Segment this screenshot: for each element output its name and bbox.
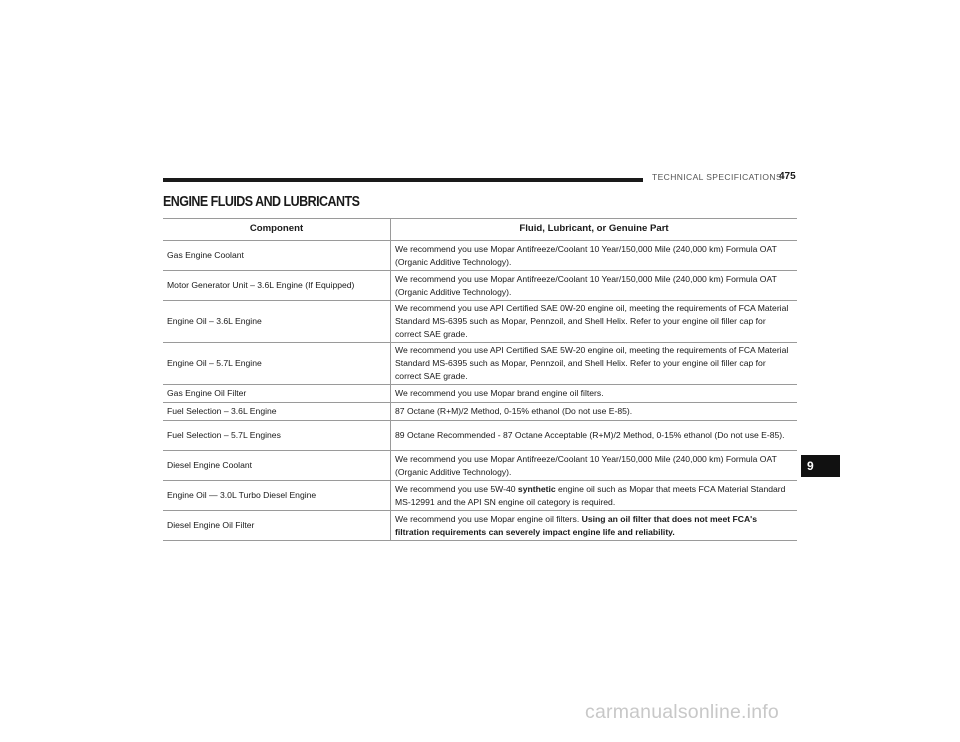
fluid-cell <box>391 511 798 541</box>
fluid-text: We recommend you use Mopar engine oil filters. <box>395 513 582 524</box>
running-header-section: TECHNICAL SPECIFICATIONS <box>652 172 783 182</box>
table-row <box>163 481 797 511</box>
fluid-cell: We recommend you use Mopar Antifreeze/Coolant 10 Year/150,000 Mile (240,000 km) Formula OAT (Organic Additive Technology). <box>391 451 798 481</box>
column-header-fluid: Fluid, Lubricant, or Genuine Part <box>391 219 798 241</box>
fluid-cell: We recommend you use API Certified SAE 0W-20 engine oil, meeting the requirements of FCA Material Standard MS-6395 such as Mopar, Pennzoil, and Shell Helix. Refer to your engine oil filler cap for correct SAE grade. <box>391 301 798 343</box>
fluid-cell: 89 Octane Recommended - 87 Octane Acceptable (R+M)/2 Method, 0-15% ethanol (Do not use E-85). <box>391 421 798 451</box>
section-title: ENGINE FLUIDS AND LUBRICANTS <box>163 194 360 210</box>
component-cell: Engine Oil – 3.6L Engine <box>163 301 391 343</box>
table-row <box>163 511 797 541</box>
fluid-cell: We recommend you use Mopar Antifreeze/Coolant 10 Year/150,000 Mile (240,000 km) Formula OAT (Organic Additive Technology). <box>391 241 798 271</box>
component-cell: Engine Oil – 5.7L Engine <box>163 343 391 385</box>
table-row <box>163 301 797 343</box>
table-row <box>163 451 797 481</box>
fluid-text: engine oil such as Mopar that meets FCA Material Standard MS-12991 and the API SN engine oil category is required. <box>395 483 786 507</box>
component-cell: Gas Engine Oil Filter <box>163 385 391 403</box>
table-row <box>163 271 797 301</box>
fluid-emphasis: synthetic <box>517 483 556 494</box>
table-row <box>163 343 797 385</box>
fluid-warning: Using an oil filter that does not meet FCA's filtration requirements can severely impact engine life and reliability. <box>395 513 757 537</box>
table-row <box>163 241 797 271</box>
fluid-cell: We recommend you use API Certified SAE 5W-20 engine oil, meeting the requirements of FCA Material Standard MS-6395 such as Mopar, Pennzoil, and Shell Helix. Refer to your engine oil filler cap for correct SAE grade. <box>391 343 798 385</box>
fluid-cell: We recommend you use Mopar Antifreeze/Coolant 10 Year/150,000 Mile (240,000 km) Formula OAT (Organic Additive Technology). <box>391 271 798 301</box>
table-row <box>163 385 797 403</box>
component-cell: Diesel Engine Coolant <box>163 451 391 481</box>
component-cell: Engine Oil — 3.0L Turbo Diesel Engine <box>163 481 391 511</box>
watermark: carmanualsonline.info <box>585 701 779 723</box>
component-cell: Motor Generator Unit – 3.6L Engine (If Equipped) <box>163 271 391 301</box>
fluid-cell: We recommend you use Mopar brand engine oil filters. <box>391 385 798 403</box>
page-number: 475 <box>779 171 796 182</box>
column-header-component: Component <box>163 219 391 241</box>
component-cell: Diesel Engine Oil Filter <box>163 511 391 541</box>
header-rule <box>163 178 643 182</box>
fluid-cell: 87 Octane (R+M)/2 Method, 0-15% ethanol (Do not use E-85). <box>391 403 798 421</box>
fluid-text: We recommend you use 5W-40 <box>395 483 518 494</box>
table-header-row <box>163 219 797 241</box>
table-row <box>163 403 797 421</box>
fluid-cell <box>391 481 798 511</box>
fluids-table <box>163 218 797 541</box>
component-cell: Fuel Selection – 5.7L Engines <box>163 421 391 451</box>
chapter-tab: 9 <box>801 455 840 477</box>
component-cell: Gas Engine Coolant <box>163 241 391 271</box>
component-cell: Fuel Selection – 3.6L Engine <box>163 403 391 421</box>
table-row <box>163 421 797 451</box>
